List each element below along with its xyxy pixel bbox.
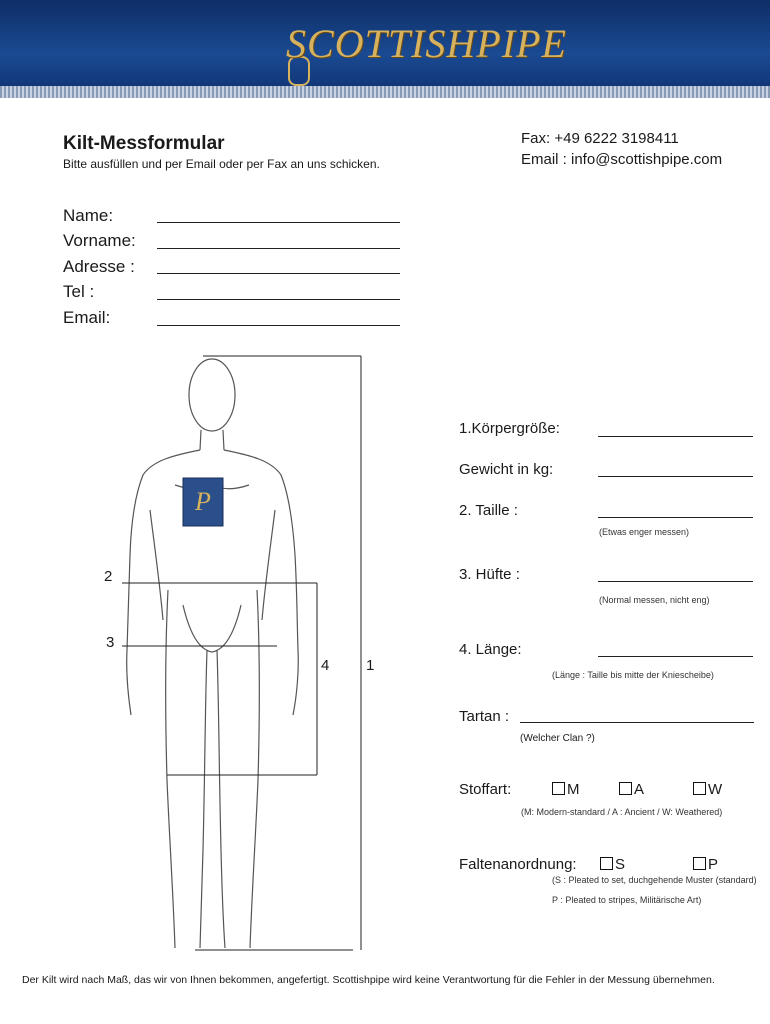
hip-field[interactable] [598, 581, 753, 582]
weight-field[interactable] [598, 476, 753, 477]
waist-note: (Etwas enger messen) [599, 527, 690, 537]
pleat-option-p[interactable]: P [693, 856, 718, 873]
email-field[interactable] [157, 325, 400, 326]
fabric-option-w[interactable]: W [693, 781, 722, 798]
brand-logo: SCOTTISHPIPE [286, 21, 567, 66]
checkbox-a[interactable] [619, 782, 632, 795]
figure-head [189, 359, 235, 431]
waist-label: 2. Taille : [459, 502, 518, 519]
tartan-note: (Welcher Clan ?) [520, 733, 595, 744]
fabric-option-m[interactable]: M [552, 781, 580, 798]
hip-marker: 3 [106, 634, 115, 651]
fabric-option-a[interactable]: A [619, 781, 644, 798]
pleat-label: Faltenanordnung: [459, 856, 577, 873]
checkbox-w[interactable] [693, 782, 706, 795]
length-field[interactable] [598, 656, 753, 657]
tartan-label: Tartan : [459, 708, 510, 725]
vorname-label: Vorname: [63, 231, 136, 250]
emblem-logo: P [195, 487, 211, 516]
form-subtitle: Bitte ausfüllen und per Email oder per Fax an uns schicken. [63, 157, 380, 171]
height-field[interactable] [598, 436, 753, 437]
figure-legs [166, 590, 260, 948]
length-note: (Länge : Taille bis mitte der Kniescheibe) [552, 670, 714, 680]
fabric-label: Stoffart: [459, 781, 512, 798]
checkbox-p[interactable] [693, 857, 706, 870]
email-label: Email: [63, 308, 111, 327]
length-marker: 4 [321, 657, 330, 674]
vorname-field[interactable] [157, 248, 400, 249]
checkbox-s[interactable] [600, 857, 613, 870]
tartan-field[interactable] [520, 722, 754, 723]
name-field[interactable] [157, 222, 400, 223]
adresse-field[interactable] [157, 273, 400, 274]
pleat-note-s: (S : Pleated to set, duchgehende Muster (standard) [552, 875, 757, 885]
email-address: Email : info@scottishpipe.com [521, 151, 723, 168]
pleat-note-p: P : Pleated to stripes, Militärische Art) [552, 895, 702, 905]
height-marker: 1 [366, 657, 375, 674]
fabric-note: (M: Modern-standard / A : Ancient / W: Weathered) [521, 807, 723, 817]
banner-border [0, 86, 770, 98]
height-label: 1.Körpergröße: [459, 420, 560, 437]
weight-label: Gewicht in kg: [459, 461, 554, 478]
name-label: Name: [63, 206, 114, 225]
form-title: Kilt-Messformular [63, 133, 225, 154]
adresse-label: Adresse : [63, 257, 135, 276]
figure-neck [200, 430, 224, 450]
hip-label: 3. Hüfte : [459, 566, 520, 583]
footer-disclaimer: Der Kilt wird nach Maß, das wir von Ihnen bekommen, angefertigt. Scottishpipe wird keine Verantwortung für die Fehler in der Messung übernehmen. [22, 974, 715, 986]
figure-pelvis [183, 605, 241, 652]
checkbox-m[interactable] [552, 782, 565, 795]
tel-field[interactable] [157, 299, 400, 300]
waist-marker: 2 [104, 568, 113, 585]
fax-number: Fax: +49 6222 3198411 [521, 130, 679, 147]
tel-label: Tel : [63, 282, 95, 301]
length-label: 4. Länge: [459, 641, 522, 658]
pleat-option-s[interactable]: S [600, 856, 625, 873]
body-measurement-diagram [95, 350, 385, 960]
waist-field[interactable] [598, 517, 753, 518]
hip-note: (Normal messen, nicht eng) [599, 595, 710, 605]
